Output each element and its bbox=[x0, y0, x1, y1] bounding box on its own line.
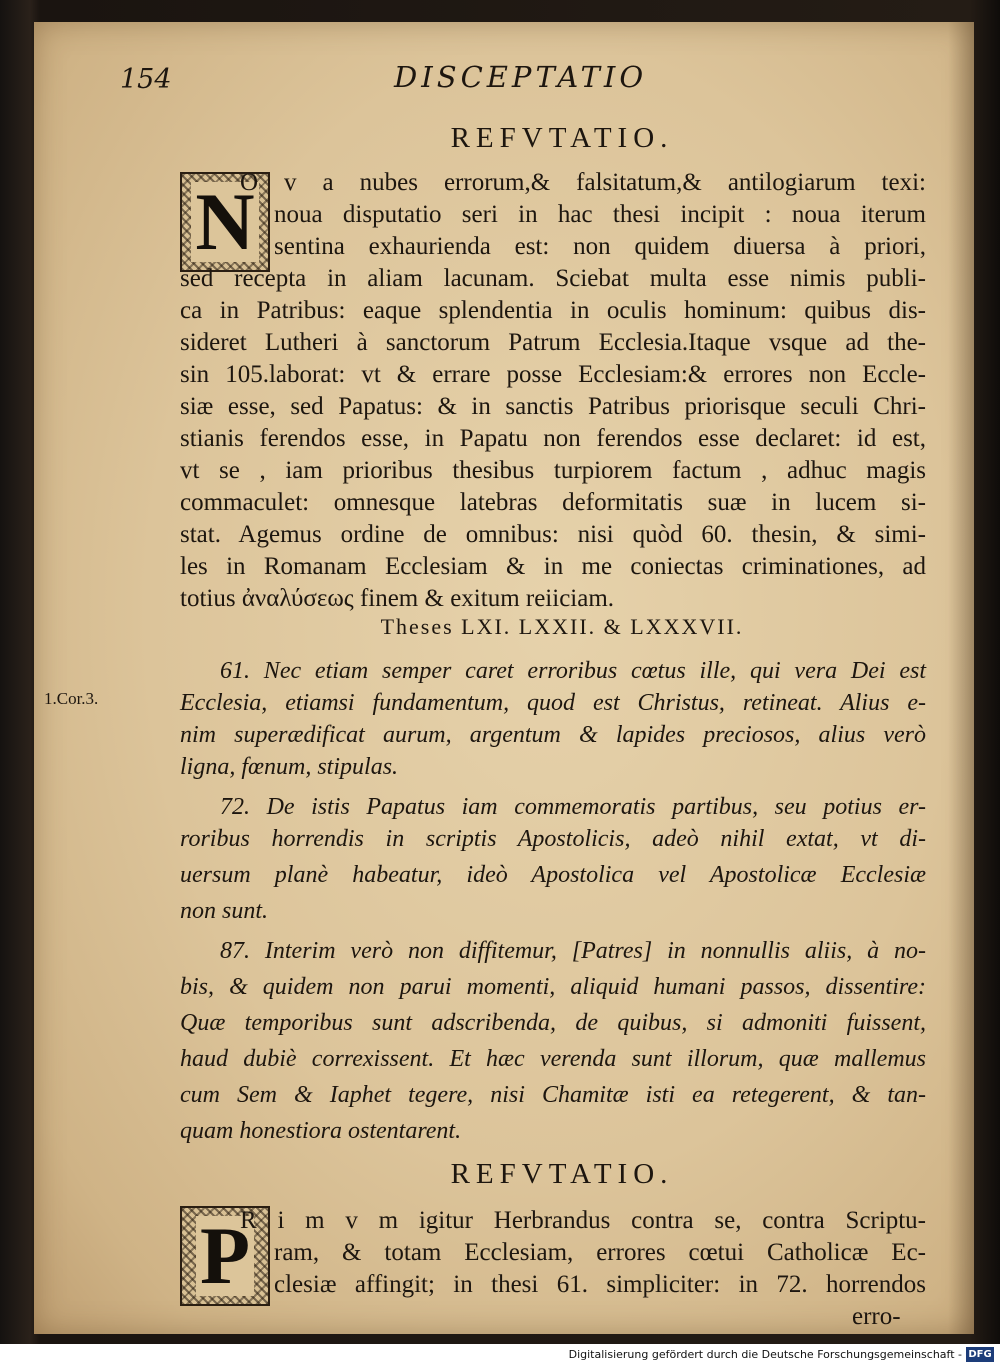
thesis-line: non sunt. bbox=[180, 898, 269, 924]
initial-letter: N bbox=[191, 182, 258, 262]
text-line: totius ἀναλύσεως finem & exitum reiiciam. bbox=[180, 585, 615, 612]
thesis-line: nim superædificat aurum, argentum & lapides preciosos, alius verò bbox=[180, 722, 926, 748]
text-line: ram, & totam Ecclesiam, errores cœtui Catholicæ Ec- bbox=[274, 1239, 926, 1266]
text-line: sentina exhaurienda est: non quidem diuersa à priori, bbox=[274, 233, 926, 260]
thesis-line: uersum planè habeatur, ideò Apostolica vel Apostolicæ Ecclesiæ bbox=[180, 862, 926, 888]
page-number: 154 bbox=[120, 64, 172, 95]
text-line: ca in Patribus: eaque splendentia in oculis hominum: quibus dis- bbox=[180, 297, 926, 324]
thesis-line: cum Sem & Iaphet tegere, nisi Chamitæ isti ea retegerent, & tan- bbox=[180, 1082, 926, 1108]
thesis-line: Quæ temporibus sunt adscribenda, de quibus, si admoniti fuissent, bbox=[180, 1010, 926, 1036]
text-line: stianis ferendos esse, in Papatu non ferendos esse declaret: id est, bbox=[180, 425, 926, 452]
text-line: vt se , iam prioribus thesibus turpiorem factum , adhuc magis bbox=[180, 457, 926, 484]
thesis-line: haud dubiè correxissent. Et hæc verenda sunt illorum, quæ mallemus bbox=[180, 1046, 926, 1072]
running-head: DISCEPTATIO bbox=[394, 60, 648, 94]
text-line: R i m v m igitur Herbrandus contra se, contra Scriptu- bbox=[240, 1207, 926, 1234]
thesis-line: bis, & quidem non parui momenti, aliquid humani passos, dissentire: bbox=[180, 974, 926, 1000]
section-heading-refutatio: REFVTATIO. bbox=[450, 122, 674, 154]
thesis-line: quam honestiora ostentarent. bbox=[180, 1118, 462, 1144]
dfg-logo-icon: DFG bbox=[966, 1347, 994, 1362]
text-line: clesiæ affingit; in thesi 61. simpliciter: in 72. horrendos bbox=[274, 1271, 926, 1298]
thesis-line: 72. De istis Papatus iam commemoratis partibus, seu potius er- bbox=[220, 794, 926, 820]
footer-bar bbox=[0, 1344, 1000, 1367]
text-line: stat. Agemus ordine de omnibus: nisi quòd 60. thesin, & simi- bbox=[180, 521, 926, 548]
initial-letter: P bbox=[196, 1216, 254, 1296]
text-line: sideret Lutheri à sanctorum Patrum Ecclesia.Itaque vsque ad the- bbox=[180, 329, 926, 356]
thesis-line: Ecclesia, etiamsi fundamentum, quod est Christus, retineat. Alius e- bbox=[180, 690, 926, 716]
catchword: erro- bbox=[852, 1303, 901, 1330]
margin-note: 1.Cor.3. bbox=[44, 689, 99, 708]
footer-credit: Digitalisierung gefördert durch die Deutsche Forschungsgemeinschaft - bbox=[568, 1348, 962, 1361]
text-line: les in Romanam Ecclesiam & in me coniectas criminationes, ad bbox=[180, 553, 926, 580]
text-line: siæ esse, sed Papatus: & in sanctis Patribus priorisque seculi Chri- bbox=[180, 393, 926, 420]
section-heading-refutatio-2: REFVTATIO. bbox=[450, 1158, 674, 1190]
book-page bbox=[34, 22, 974, 1334]
text-line: sin 105.laborat: vt & errare posse Ecclesiam:& errores non Eccle- bbox=[180, 361, 926, 388]
thesis-line: 61. Nec etiam semper caret erroribus cœtus ille, qui vera Dei est bbox=[220, 658, 926, 684]
thesis-line: ligna, fœnum, stipulas. bbox=[180, 754, 399, 780]
thesis-line: 87. Interim verò non diffitemur, [Patres] in nonnullis aliis, à no- bbox=[220, 938, 926, 964]
text-line: sed recepta in aliam lacunam. Sciebat multa esse nimis publi- bbox=[180, 265, 926, 292]
text-line: noua disputatio seri in hac thesi incipit : noua iterum bbox=[274, 201, 926, 228]
text-line: O v a nubes errorum,& falsitatum,& antilogiarum texi: bbox=[240, 169, 926, 196]
text-line: commaculet: omnesque latebras deformitatis suæ in lucem si- bbox=[180, 489, 926, 516]
thesis-line: roribus horrendis in scriptis Apostolicis, adeò nihil extat, vt di- bbox=[180, 826, 926, 852]
theses-heading: Theses LXI. LXXII. & LXXXVII. bbox=[380, 614, 744, 639]
